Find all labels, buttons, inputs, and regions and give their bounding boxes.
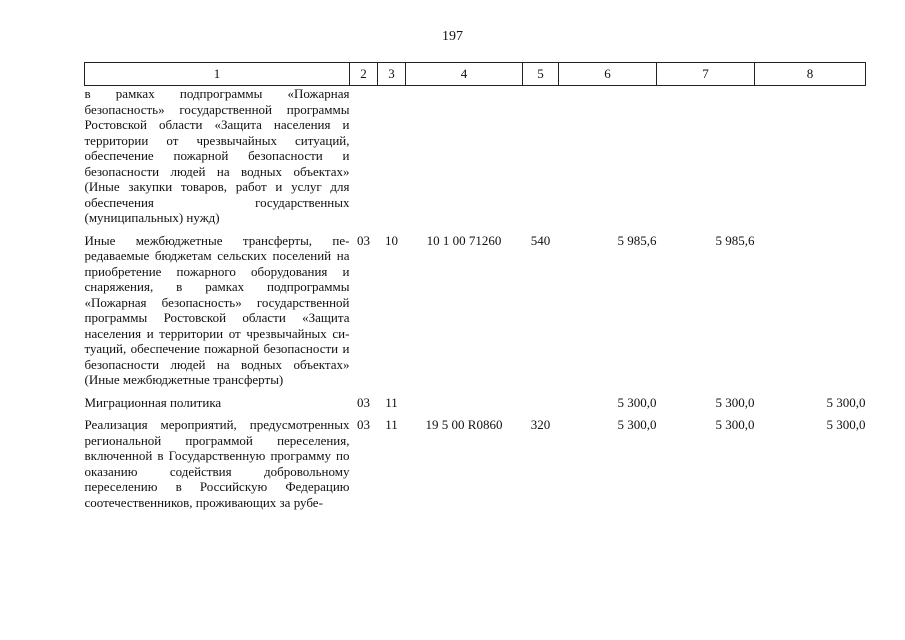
header-cell-6: 6 — [559, 63, 657, 86]
row-amount-col6: 5 300,0 — [617, 417, 657, 432]
row-description: Реализация мероприятий, предусмотренных региональной программой переселения, включенной в Государственную программу по оказанию содействия добровольному переселению в Российскую Федерацию соотечественников, проживающих за рубе- — [84, 417, 350, 510]
header-cell-8: 8 — [755, 63, 866, 86]
row-section: 03 — [357, 232, 370, 248]
row-target-article — [406, 392, 523, 415]
table-row — [85, 392, 866, 415]
page-number: 197 — [442, 29, 463, 44]
row-amount-col7: 5 300,0 — [715, 394, 755, 410]
row-expense-type: 540 — [530, 232, 551, 248]
row-description: Иные межбюджетные трансферты, передаваемые бюджетам сельских поселений на приобретение пожарного оборудования и снаряжения, в рамках подпрограммы «Пожарная безопасность» государственной программы Ростовской области «Защита населения и территории от чрезвычайных ситуаций, обеспечение пожарной безопасности и безопасности людей на водных объектах» (Иные межбюджетные трансферты) — [84, 232, 350, 387]
row-amount-col6 — [559, 86, 657, 230]
row-amount-col8: 5 300,0 — [826, 394, 866, 410]
row-subsection: 11 — [385, 417, 398, 432]
row-target-article: 10 1 00 71260 — [426, 232, 502, 248]
row-target-article: 19 5 00 R0860 — [425, 417, 503, 432]
row-section: 03 — [357, 394, 370, 410]
budget-table — [84, 62, 866, 514]
header-cell-2: 2 — [350, 63, 378, 86]
row-section — [350, 86, 378, 230]
row-description: в рамках подпрограммы «Пожарная безопасность» государственной программы Ростовской области «Защита населения и территории от чрезвычайных ситуаций, обеспечение пожарной безопасности и безопасности людей на водных объектах» (Иные закупки товаров, работ и услуг для обеспечения государственных (муниципальных) нужд) — [84, 86, 350, 225]
table-row — [85, 86, 866, 230]
row-expense-type — [523, 86, 559, 230]
row-amount-col8 — [755, 230, 866, 392]
row-section: 03 — [357, 417, 370, 432]
row-expense-type — [523, 392, 559, 415]
row-amount-col7 — [657, 86, 755, 230]
header-cell-3: 3 — [378, 63, 406, 86]
header-row — [85, 63, 866, 86]
row-target-article — [406, 86, 523, 230]
row-subsection: 11 — [385, 394, 398, 410]
row-subsection — [378, 86, 406, 230]
row-amount-col7: 5 300,0 — [715, 417, 755, 432]
row-expense-type: 320 — [530, 417, 551, 432]
row-description: Миграционная политика — [84, 394, 222, 410]
row-amount-col6: 5 300,0 — [617, 394, 657, 410]
row-subsection: 10 — [385, 232, 398, 248]
row-amount-col8 — [755, 86, 866, 230]
row-amount-col8: 5 300,0 — [826, 417, 866, 432]
header-cell-7: 7 — [657, 63, 755, 86]
header-cell-1: 1 — [85, 63, 350, 86]
row-amount-col6: 5 985,6 — [617, 232, 657, 248]
table-row — [85, 230, 866, 392]
table-row — [85, 414, 866, 514]
header-cell-5: 5 — [523, 63, 559, 86]
row-amount-col7: 5 985,6 — [715, 232, 755, 248]
header-cell-4: 4 — [406, 63, 523, 86]
